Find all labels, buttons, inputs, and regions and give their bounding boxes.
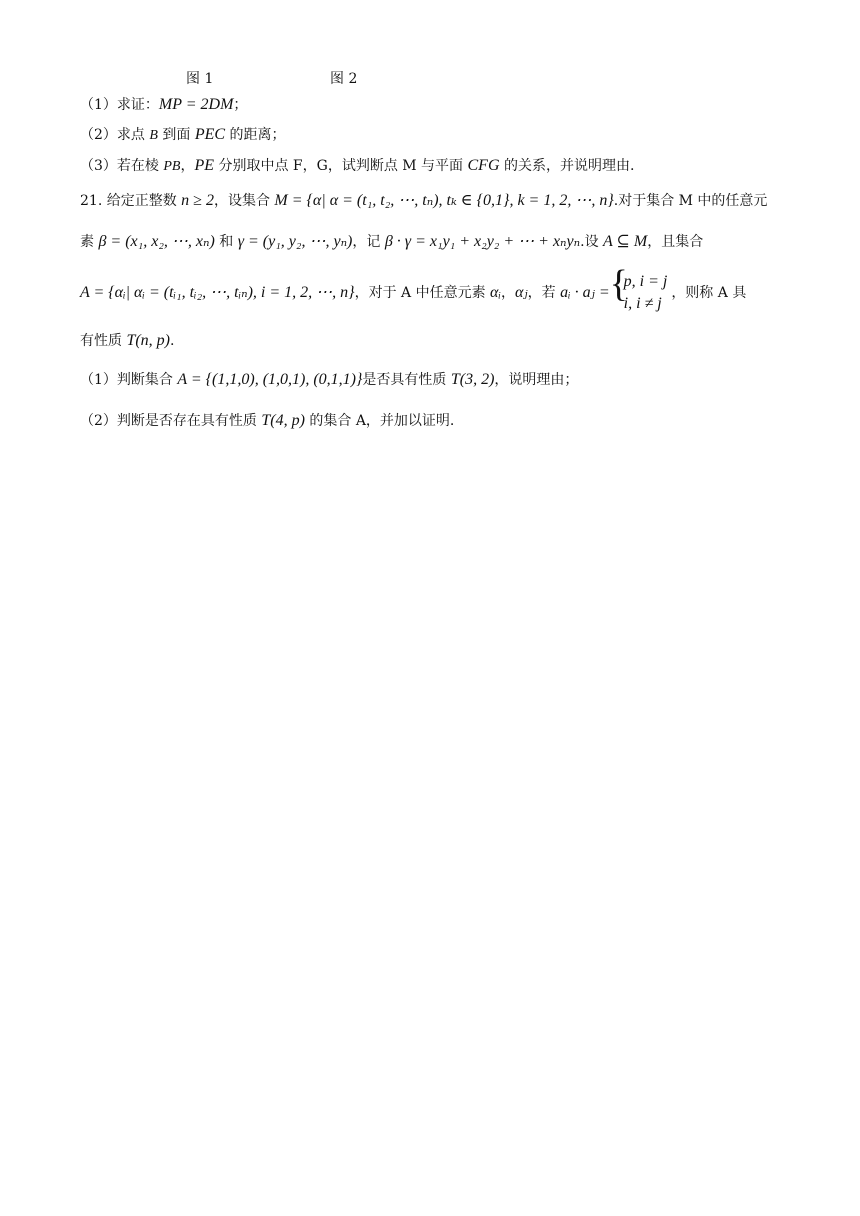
q20-part-1 <box>80 97 247 113</box>
q21-part-1-text-a: （1）判断集合 <box>80 372 178 388</box>
q21-set-m-definition: M = {α| α = (t₁, t₂, ⋯, tₙ), tₖ ∈ {0,1}, k = 1, 2, ⋯, n} <box>274 192 614 209</box>
q20-part-2-point: B <box>149 128 158 143</box>
q20-part-2-text-a: （2）求点 <box>80 127 150 143</box>
figure-2-caption: 图 2 <box>330 71 358 87</box>
q20-part-3-text-c: 分别取中点 F，G，试判断点 M 与平面 <box>214 158 468 174</box>
q21-line-3 <box>80 263 747 315</box>
q21-line-3-text-a: ，对于 A 中任意元素 <box>354 285 491 301</box>
q21-line-2 <box>80 234 703 250</box>
q21-line-2-text-b: 和 <box>214 234 238 250</box>
q21-line-1-text-c: .对于集合 M 中的任意元 <box>613 193 768 209</box>
q20-part-3-text-a: （3）若在棱 <box>80 158 164 174</box>
q21-part-1-property: T(3, 2) <box>450 371 495 388</box>
q20-part-1-equation: MP = 2DM <box>158 96 234 113</box>
q21-line-2-text-d: .设 <box>580 234 604 250</box>
q20-part-2-text-d: 的距离； <box>225 127 286 143</box>
q21-line-2-text-e: ，且集合 <box>647 234 704 250</box>
q21-line-1 <box>80 193 767 209</box>
q21-part-2 <box>80 413 454 429</box>
q20-part-2-text-c: 到面 <box>157 127 195 143</box>
q21-part-1-text-b: 是否具有性质 <box>362 372 451 388</box>
q20-part-3-text-b: ， <box>180 158 195 174</box>
figure-1-caption: 图 1 <box>186 71 214 87</box>
q21-gamma-definition: γ = (y₁, y₂, ⋯, yₙ) <box>237 233 353 250</box>
q20-part-2-plane: PEC <box>194 126 226 143</box>
q20-part-3-edge-pe: PE <box>194 157 215 174</box>
q21-alpha-j: αⱼ <box>514 284 528 301</box>
q21-line-4 <box>80 333 174 349</box>
q20-part-3-edge-pb: PB <box>163 159 181 174</box>
q21-part-1-text-c: ，说明理由； <box>494 372 579 388</box>
q21-product: aᵢ · aⱼ = <box>560 284 610 301</box>
q21-line-4-text-a: 有性质 <box>80 333 127 349</box>
q21-dot-product: β · γ = x₁y₁ + x₂y₂ + ⋯ + xₙyₙ <box>384 233 581 250</box>
q21-part-1 <box>80 372 578 388</box>
left-brace-icon: { <box>609 263 628 305</box>
q21-case-1: p, i = j <box>623 273 668 290</box>
q20-part-3 <box>80 158 634 174</box>
q20-part-3-text-d: 的关系，并说明理由. <box>499 158 635 174</box>
q21-condition: n ≥ 2 <box>181 192 214 209</box>
q21-set-a-definition: A = {αᵢ| αᵢ = (tᵢ₁, tᵢ₂, ⋯, tᵢₙ), i = 1, 2, ⋯, n} <box>80 284 355 301</box>
q20-part-1-label: （1）求证： <box>80 97 159 113</box>
q21-part-2-text-b: 的集合 A，并加以证明. <box>304 413 455 429</box>
q21-part-2-text-a: （2）判断是否存在具有性质 <box>80 413 262 429</box>
q21-part-2-property: T(4, p) <box>261 412 305 429</box>
q21-line-1-text-b: ，设集合 <box>213 193 275 209</box>
q20-part-3-plane: CFG <box>467 157 500 174</box>
q21-line-2-text-a: 素 <box>80 234 99 250</box>
q21-line-1-text-a: 21. 给定正整数 <box>80 193 182 209</box>
q21-beta-definition: β = (x₁, x₂, ⋯, xₙ) <box>98 233 215 250</box>
q21-line-3-text-c: ，若 <box>527 285 561 301</box>
q20-part-1-end: ； <box>233 97 248 113</box>
q21-case-2: i, i ≠ j <box>623 295 662 312</box>
q21-alpha-i: αᵢ <box>490 284 501 301</box>
q21-line-3-text-d: ，则称 A 具 <box>671 285 747 301</box>
q21-property-t: T(n, p) <box>126 332 171 349</box>
q20-part-2 <box>80 127 286 143</box>
q21-part-1-set: A = {(1,1,0), (1,0,1), (0,1,1)} <box>177 371 363 388</box>
q21-line-4-text-b: . <box>170 333 175 349</box>
q21-piecewise <box>609 263 668 315</box>
q21-subset: A ⊆ M <box>603 233 648 250</box>
q21-line-2-text-c: ，记 <box>352 234 385 250</box>
q21-line-3-text-b: ， <box>500 285 515 301</box>
